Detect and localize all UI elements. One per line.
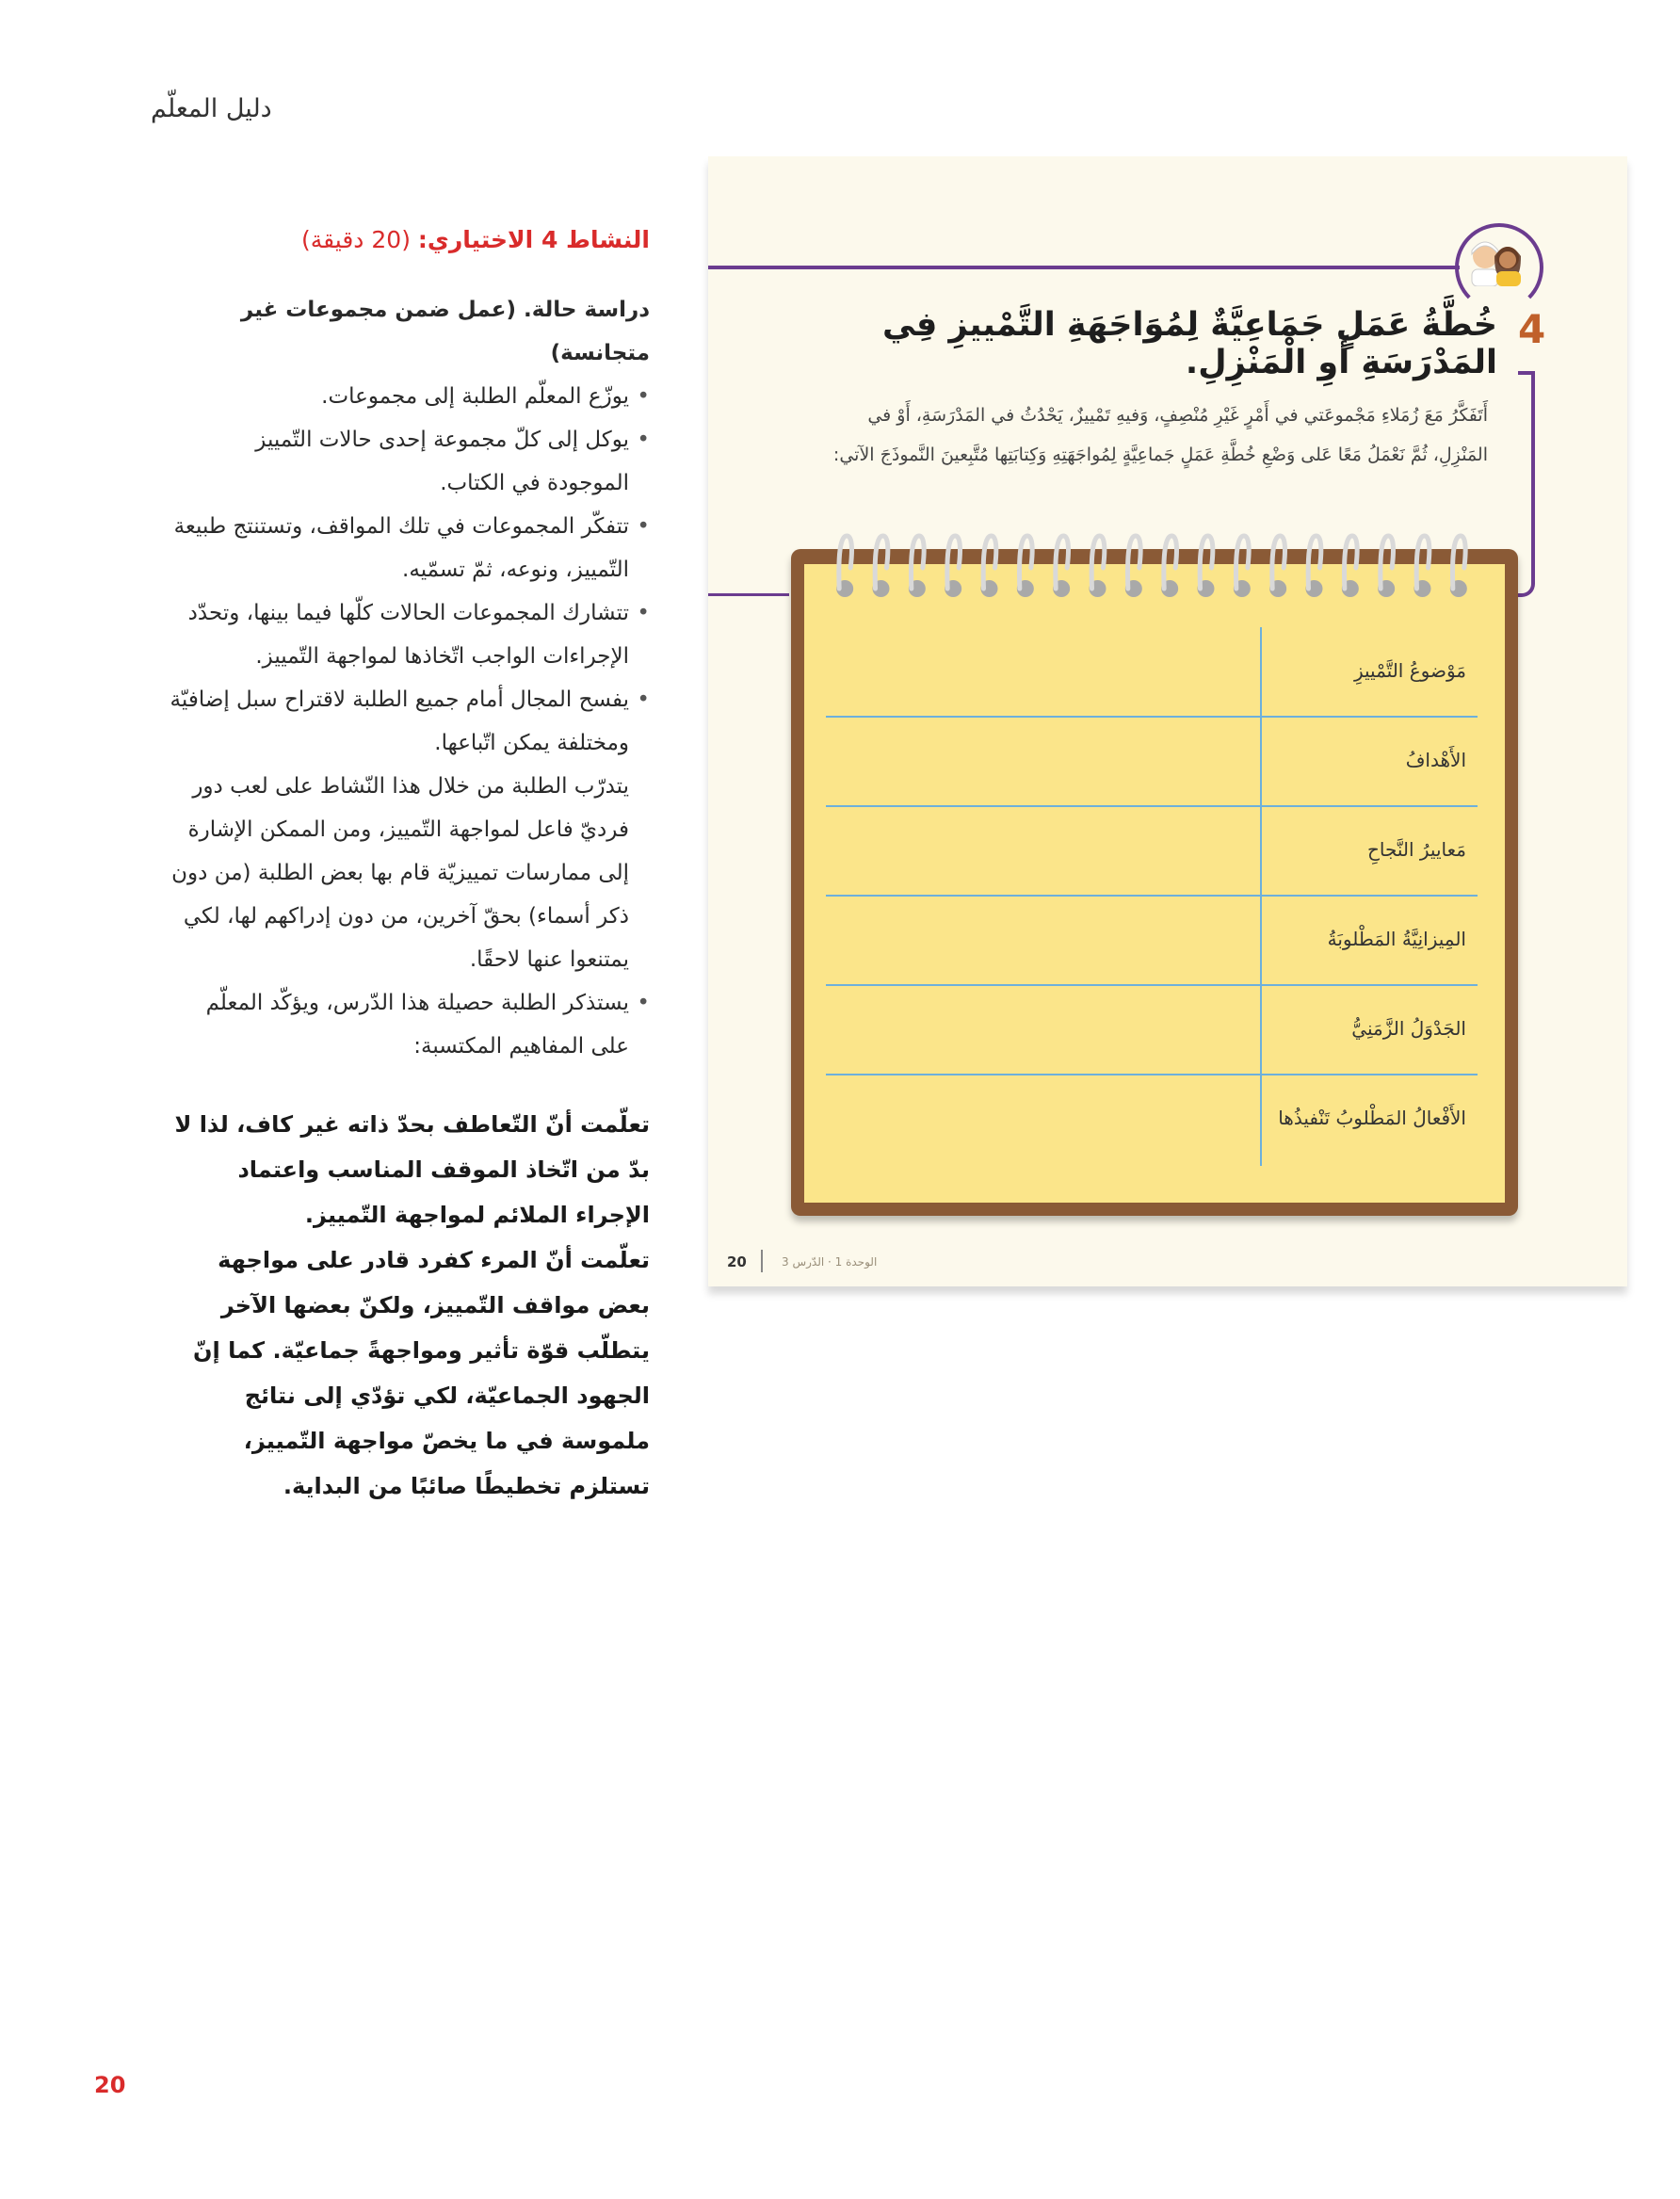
page-number: 20 <box>94 2072 126 2098</box>
table-row-label: مَعاييرُ النَّجاحِ <box>1366 838 1466 861</box>
decorative-tick <box>1518 371 1531 375</box>
book-page-number: 20 <box>727 1253 747 1270</box>
guide-title: دليل المعلّم <box>151 94 272 123</box>
activity-heading <box>170 218 650 262</box>
activity-section <box>170 218 650 1509</box>
list-item: • يستذكر الطلبة حصيلة هذا الدّرس، ويؤكّد المعلّم على المفاهيم المكتسبة: <box>170 981 650 1068</box>
conclusion-item: تعلّمت أنّ المرء كفرد قادر على مواجهة بعض مواقف التّمييز، ولكنّ بعضها الآخر يتطلّب قوّة تأثير ومواجهةً جماعيّة. كما إنّ الجهود الجماعيّة، لكي تؤدّي إلى نتائج ملموسة في ما يخصّ مواجهة التّمييز، تستلزم تخطيطًا صائبًا من البداية. <box>193 1247 650 1499</box>
students-avatar-icon <box>1462 234 1528 286</box>
list-item: • يفسح المجال أمام جميع الطلبة لاقتراح سبل إضافيّة ومختلفة يمكن اتّباعها. <box>170 678 650 765</box>
table-divider <box>1260 627 1262 1166</box>
list-item: • يوكل إلى كلّ مجموعة إحدى حالات التّمييز الموجودة في الكتاب. <box>170 418 650 505</box>
table-row-label: المِيزانِيَّةُ المَطْلوبَةُ <box>1327 928 1466 950</box>
case-study-title: دراسة حالة. (عمل ضمن مجموعات غير متجانسة) <box>240 298 650 365</box>
table-row-label: مَوْضوعُ التَّمْييزِ <box>1353 659 1466 682</box>
table-row-line <box>826 716 1478 718</box>
conclusion-item: تعلّمت أنّ التّعاطف بحدّ ذاته غير كاف، لذا لا بدّ من اتّخاذ الموقف المناسب واعتماد الإجراء الملائم لمواجهة التّمييز. <box>174 1111 650 1228</box>
list-item: • يوزّع المعلّم الطلبة إلى مجموعات. <box>170 375 650 418</box>
list-item: • تتشارك المجموعات الحالات كلّها فيما بينها، وتحدّد الإجراءات الواجب اتّخاذها لمواجهة التّمييز. <box>170 591 650 678</box>
table-row-label: الأَفْعالُ المَطْلوبُ تَنْفيذُها <box>1278 1107 1466 1129</box>
list-item: يتدرّب الطلبة من خلال هذا النّشاط على لعب دور فرديّ فاعل لمواجهة التّمييز، ومن الممكن الإشارة إلى ممارسات تمييزيّة قام بها بعض الطلبة (من دون ذكر أسماء) بحقّ آخرين، من دون إدراكهم لها، لكي يمتنعوا عنها لاحقًا. <box>171 774 629 972</box>
task-title: خُطَّةُ عَمَلٍ جَمَاعِيَّةٌ لِمُوَاجَهَةِ التَّمْييزِ فِي المَدْرَسَةِ أَوِ الْمَنْزِلِ. <box>881 306 1497 381</box>
steps-list <box>170 375 650 1068</box>
footer-divider <box>761 1250 763 1272</box>
book-footer-text: الوحدة 1 · الدّرس 3 <box>782 1255 878 1269</box>
table-row-label: الجَدْوَلُ الزَّمَنِيُّ <box>1351 1017 1466 1040</box>
table-row-line <box>826 895 1478 897</box>
list-item: • تتفكّر المجموعات في تلك المواقف، وتستنتج طبيعة التّمييز، ونوعه، ثمّ تسمّيه. <box>170 505 650 591</box>
table-row-line <box>826 984 1478 986</box>
table-row-line <box>826 805 1478 807</box>
activity-duration: (20 دقيقة) <box>301 226 411 253</box>
conclusions <box>170 1102 650 1509</box>
decorative-line <box>708 266 1460 269</box>
decorative-line <box>708 593 789 596</box>
table-row-label: الأَهْدافُ <box>1405 749 1466 771</box>
activity-label: النشاط 4 الاختياري: <box>417 226 650 253</box>
spiral-rings-icon <box>825 530 1484 606</box>
task-description: أَتَفَكَّرُ مَعَ زُمَلاءِ مَجْموعَتي في أَمْرٍ غَيْرِ مُنْصِفٍ، وَفيهِ تَمْييزٌ، يَحْدُثُ في المَدْرَسَةِ، أَوْ في المَنْزِلِ، ثُمَّ نَعْمَلُ مَعًا عَلى وَضْعِ خُطَّةِ عَمَلٍ جَماعِيَّةٍ لِمُواجَهَتِهِ وَكِتابَتِها مُتَّبِعينَ النَّموذَجَ الآتي: <box>832 405 1488 465</box>
table-row-line <box>826 1074 1478 1075</box>
task-number: 4 <box>1518 306 1546 352</box>
